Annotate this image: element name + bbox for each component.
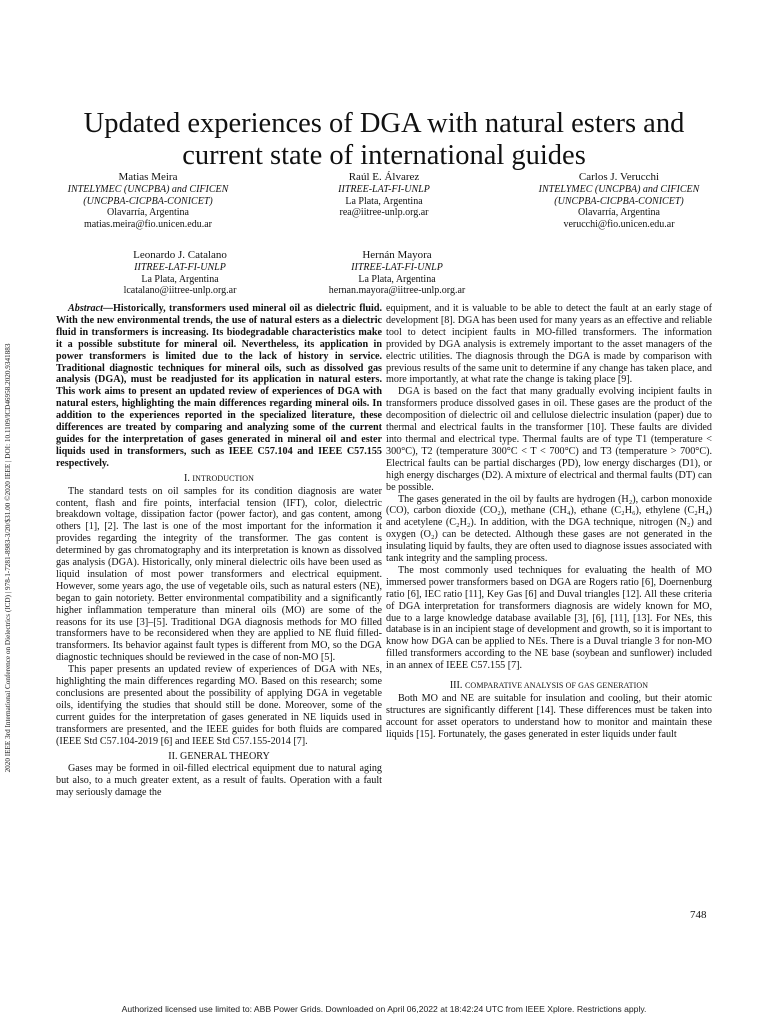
paragraph: DGA is based on the fact that many gradually evolving incipient faults in transformers produce dissolved gases in oil. These gases are the product of the decomposition of dielectric oil and cellulose dielectric insulation (paper) due to thermal and electrical faults in the transformer [10]. These faults are divided into thermal and electrical type. Thermal faults are of type T1 (temperature < 300°C), T2 (temperature 300°C < T < 700°C) and T3 (temperature > 700°C). Electrical faults can be partial discharges (PD), low energy discharges (D1), or high energy discharges (D2). A mixture of electrical and thermal faults (DT) can be possible. <box>386 386 712 493</box>
doi-side-note-text: 2020 IEEE 3rd International Conference on Dielectrics (ICD) | 978-1-7281-8983-3/20/$31.00 ©2020 IEEE | DOI: 10.1109/ICD46958.2020.9341883 <box>4 343 12 773</box>
paragraph: The gases generated in the oil by faults are hydrogen (H₂), carbon monoxide (CO), carbon dioxide (CO₂), methane (CH₄), ethane (C₂H₆), ethylene (C₂H₄) and acetylene (C₂H₂). In addition, with the DGA technique, nitrogen (N₂) and oxygen (O₂) can be detected. Although these gases are not generated in the insulating liquid by faults, they are often used to diagnose issues associated with tank integrity and the sampling process. <box>386 493 712 565</box>
author-name: Raúl E. Álvarez <box>348 171 420 183</box>
section-number: II. <box>168 750 178 762</box>
author-affiliation: INTELYMEC (UNCPBA) and CIFICEN <box>67 183 229 195</box>
author-name: Leonardo J. Catalano <box>133 249 227 261</box>
author-email: rea@iitree-unlp.org.ar <box>339 207 429 219</box>
paragraph: Gases may be formed in oil-filled electrical equipment due to natural aging but also, to a much greater extent, as a result of faults. Operation with a fault may seriously damage the <box>56 763 382 799</box>
author-name: Hernán Mayora <box>362 249 432 261</box>
abstract-text: —Historically, transformers used mineral oil as dielectric fluid. With the new environmental trends, the use of natural esters as a dielectric fluid in transformers is increasing. Its biodegradable characteristics make it a possible substitute for mineral oil. Nevertheless, its application in power transformers is limited due to the lack of history in service. Traditional diagnostic techniques for mineral oils, such as dissolved gas analysis (DGA), must be readjusted for its application in natural esters. This work aims to present an updated review of experiences of DGA with natural esters, highlighting the main differences regarding mineral oils. In addition to the experiences reported in the specialized literature, these differences are treated by comparing and analyzing some of the current guides for the interpretation of gases generated in mineral oil and ester liquids used in transformers, such as IEEE C57.104 and IEEE C57.155 respectively. <box>56 303 382 469</box>
author-city: Olavarría, Argentina <box>106 207 189 219</box>
author-affiliation: (UNCPBA-CICPBA-CONICET) <box>83 195 213 207</box>
section-title: COMPARATIVE ANALYSIS OF GAS GENERATION <box>465 681 649 691</box>
section-heading-introduction <box>56 473 382 485</box>
abstract <box>56 303 382 470</box>
section-title: GENERAL THEORY <box>180 750 270 762</box>
author-affiliation: IITREE-LAT-FI-UNLP <box>338 183 430 195</box>
author-4 <box>80 250 280 297</box>
title-line-1: Updated experiences of DGA with natural esters and <box>83 108 685 139</box>
paragraph: The standard tests on oil samples for its condition diagnosis are water content, flash and fire points, interfacial tension (IFT), color, dielectric breakdown voltage, dissipation factor (power factor), and gas content, among others [1], [2]. The last is one of the most important for the information it provides regarding the integrity of the transformer. The gas content is determined by gas chromatography and its interpretation is known as dissolved gas analysis (DGA). Historically, only mineral dielectric oils have been used as liquid insulation of most power transformers and electrical equipment. However, some years ago, the use of vegetable oils, such as natural esters (NE), began to gain notoriety. Better environmental compatibility and a significantly higher inflammation temperature than mineral oils (MO) are some of the reasons for its use [3]–[5]. Traditional DGA diagnosis methods for MO filled transformers have to be reconsidered when they are applied to NE fluid filled-transformers. Its behavior against fault types is different from MO, so the DGA diagnostic techniques should be reviewed in the case of non-MO [5]. <box>56 485 382 664</box>
author-1 <box>40 172 256 231</box>
paragraph: equipment, and it is valuable to be able to detect the fault at an early stage of development [8]. DGA has been used for many years as an effective and reliable tool to detect incipient faults in MO-filled transformers. The information provided by DGA analysis is extremely important to the asset managers of the electric utilities. The diagnosis through the DGA is made by comparison with previous results of the same unit to determine if any change has taken place, and more importantly, at what rate the change is taking place [9]. <box>386 303 712 386</box>
paragraph: This paper presents an updated review of experiences of DGA with NEs, highlighting the main differences regarding MO. Based on this research; some conclusions are presented about the possibility of applying DGA in vegetable oils, identifying the studies that should still be done. Moreover, some of the current guides for the interpretation of gases generated in NE liquids used in transformers are presented, and the IEEE guides for both fluids are compared (IEEE Std C57.104-2019 [6] and IEEE Std C57.155-2014 [7]. <box>56 664 382 747</box>
author-city: La Plata, Argentina <box>141 273 219 285</box>
section-title: INTRODUCTION <box>192 473 255 483</box>
abstract-label: Abstract <box>68 303 103 314</box>
author-email: matias.meira@fio.unicen.edu.ar <box>83 219 213 231</box>
author-5 <box>290 250 504 297</box>
license-footer: Authorized licensed use limited to: ABB Power Grids. Downloaded on April 06,2022 at 18:42:24 UTC from IEEE Xplore. Restrictions apply. <box>121 1004 647 1014</box>
author-email: verucchi@fio.unicen.edu.ar <box>563 219 675 231</box>
doi-side-note <box>1 238 15 878</box>
author-3 <box>510 172 728 231</box>
section-number: III. <box>449 680 463 692</box>
author-email: lcatalano@iitree-unlp.org.ar <box>123 285 237 297</box>
paper-title <box>40 108 728 172</box>
author-2 <box>282 172 486 219</box>
author-city: La Plata, Argentina <box>358 273 436 285</box>
author-city: Olavarría, Argentina <box>577 207 660 219</box>
paragraph: Both MO and NE are suitable for insulation and cooling, but their atomic structures are significantly different [14]. These differences must be taken into account for asset operators to understand how to monitor and maintain these liquids [15]. Fortunately, the gases generated in ester liquids under fault <box>386 693 712 740</box>
author-affiliation: (UNCPBA-CICPBA-CONICET) <box>554 195 684 207</box>
author-name: Matias Meira <box>118 171 178 183</box>
section-heading-comparative-analysis <box>386 680 712 692</box>
title-line-2: current state of international guides <box>182 140 586 171</box>
author-affiliation: IITREE-LAT-FI-UNLP <box>134 261 226 273</box>
author-city: La Plata, Argentina <box>345 195 423 207</box>
section-number: I. <box>183 472 190 484</box>
author-affiliation: IITREE-LAT-FI-UNLP <box>351 261 443 273</box>
author-email: hernan.mayora@iitree-unlp.org.ar <box>328 285 466 297</box>
right-column <box>386 303 712 741</box>
left-column <box>56 303 382 799</box>
author-affiliation: INTELYMEC (UNCPBA) and CIFICEN <box>538 183 700 195</box>
author-name: Carlos J. Verucchi <box>578 171 660 183</box>
page-number: 748 <box>690 909 707 921</box>
section-heading-general-theory <box>56 751 382 763</box>
paragraph: The most commonly used techniques for evaluating the health of MO immersed power transformers based on DGA are Rogers ratio [6], Doernenburg ratio [6], IEC ratio [11], Key Gas [6] and Duval triangles [12]. All these criteria of DGA interpretation for transformers diagnosis are widely known for MO, due to a large knowledge database available [3], [6], [11], [13]. For NEs, this database is in an incipient stage of development and growth, so it is important to know how DGA can be applied to NEs. There is a Duval triangle 3 for non-MO filled transformers according to the NE base (soybean and sunflower) included in an annex of IEEE C57.155 [7]. <box>386 564 712 672</box>
